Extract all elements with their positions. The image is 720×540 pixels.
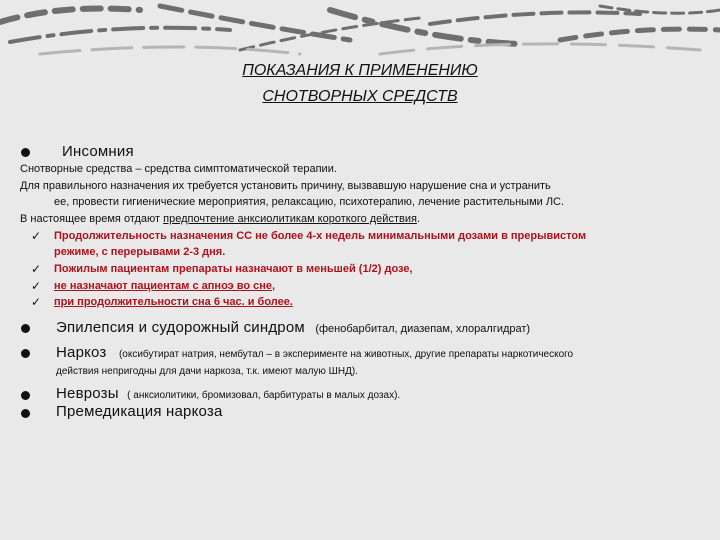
check4: при продолжительности сна 6 час. и более. — [54, 296, 293, 308]
insomnia-line4-end: . — [416, 213, 420, 225]
neuroses-row — [56, 385, 400, 403]
bullet-neuroses — [21, 391, 30, 400]
insomnia-line1: Снотворные средства – средства симптоматической терапии. — [20, 163, 337, 175]
narcosis-note-line2: действия непригодны для дачи наркоза, т.к. имеют малую ШНД). — [56, 366, 358, 377]
bullet-insomnia — [21, 148, 30, 157]
page-title-line1: ПОКАЗАНИЯ К ПРИМЕНЕНИЮ — [242, 62, 478, 79]
check3: не назначают пациентам с апноэ во сне, — [54, 280, 276, 292]
insomnia-heading: Инсомния — [62, 143, 134, 160]
decorative-header-strokes — [0, 0, 720, 60]
neuroses-heading: Неврозы — [56, 385, 119, 402]
check2: Пожилым пациентам препараты назначают в меньшей (1/2) дозе, — [54, 263, 413, 275]
bullet-premedication — [21, 409, 30, 418]
insomnia-line4-start: В настоящее время отдают — [20, 213, 164, 225]
page-title-line2: СНОТВОРНЫХ СРЕДСТВ — [262, 88, 458, 105]
check1-line1: Продолжительность назначения СС не более 4-х недель минимальными дозами в прерывистом — [54, 230, 587, 242]
check1-line2: режиме, с перерывами 2-3 дня. — [54, 246, 226, 258]
insomnia-line4 — [20, 213, 420, 225]
checkmark-icon: ✓ — [31, 262, 42, 276]
neuroses-note: ( анксиолитики, бромизовал, барбитураты в малых дозах). — [127, 390, 401, 401]
insomnia-line3: ее, провести гигиенические мероприятия, релаксацию, психотерапию, лечение растительными ЛС. — [54, 196, 565, 208]
checkmark-icon: ✓ — [31, 229, 42, 243]
checkmark-icon: ✓ — [31, 279, 42, 293]
narcosis-row — [56, 344, 573, 362]
premedication-heading: Премедикация наркоза — [56, 403, 223, 420]
insomnia-line4-underlined: предпочтение анксиолитикам короткого действия — [163, 213, 417, 225]
narcosis-heading: Наркоз — [56, 344, 107, 361]
insomnia-line2: Для правильного назначения их требуется установить причину, вызвавшую нарушение сна и устранить — [20, 180, 551, 192]
bullet-narcosis — [21, 349, 30, 358]
epilepsy-row — [56, 319, 530, 337]
epilepsy-heading: Эпилепсия и судорожный синдром — [56, 319, 305, 336]
epilepsy-note: (фенобарбитал, диазепам, хлоралгидрат) — [315, 323, 531, 335]
bullet-epilepsy — [21, 324, 30, 333]
narcosis-note: (оксибутират натрия, нембутал – в эксперименте на животных, другие препараты наркотического — [118, 349, 574, 360]
checkmark-icon: ✓ — [31, 295, 42, 309]
